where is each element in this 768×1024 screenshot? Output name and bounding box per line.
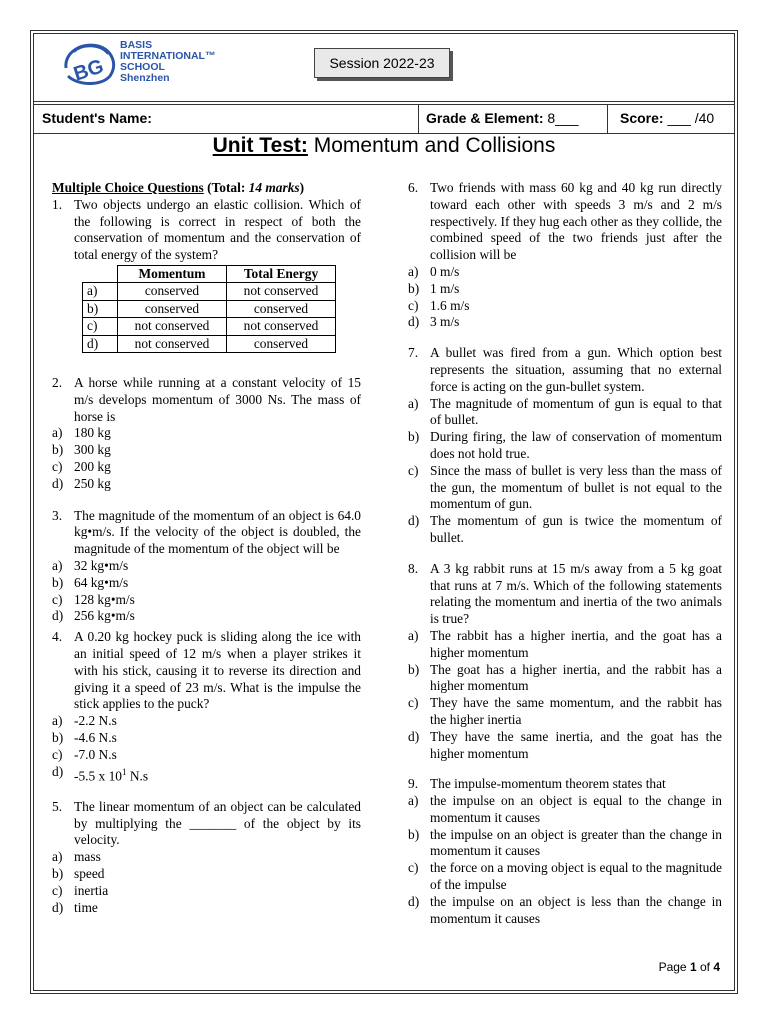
answer-option[interactable]: a) The rabbit has a higher inertia, and the goat has a higher momentum: [408, 627, 722, 660]
answer-option[interactable]: b) speed: [52, 866, 105, 881]
answer-option[interactable]: a) -2.2 N.s: [52, 713, 117, 729]
answer-option[interactable]: d) -5.5 x $10^1$ N.s: [52, 763, 149, 784]
header-divider: [607, 104, 608, 133]
question-number: 2.: [52, 375, 63, 391]
answer-option[interactable]: c) They have the same momentum, and the rabbit has the higher inertia: [408, 695, 722, 727]
answer-option[interactable]: a) mass: [52, 849, 101, 865]
header-rule: [33, 104, 735, 105]
answer-option[interactable]: d) They have the same inertia, and the goat has the higher momentum: [408, 728, 722, 761]
question-text: The magnitude of the momentum of an object is 64.0 kg•m/s. If the velocity of the object is doubled, the magnitude of the momentum of the object will be: [74, 507, 361, 557]
header-rule: [33, 101, 735, 102]
table-header: Momentum: [118, 265, 227, 282]
question-text: A bullet was fired from a gun. Which option best represents the situation, assuming that no external force is acting on the gun-bullet system.: [430, 345, 722, 394]
answer-option[interactable]: a) 0 m/s: [408, 263, 460, 279]
answer-option[interactable]: c) inertia: [52, 882, 109, 898]
page-title: [0, 134, 768, 158]
header-divider: [418, 104, 419, 133]
question-number: 1.: [52, 196, 63, 212]
student-name-field[interactable]: [42, 110, 152, 126]
answer-option[interactable]: d) 3 m/s: [408, 314, 460, 330]
left-column: [52, 180, 361, 916]
answer-option[interactable]: a) 32 kg•m/s: [52, 557, 129, 573]
answer-option[interactable]: b) 1 m/s: [408, 280, 460, 296]
answer-option[interactable]: b) 64 kg•m/s: [52, 574, 129, 590]
answer-option[interactable]: c) 200 kg: [52, 459, 111, 474]
score-field[interactable]: [620, 110, 714, 126]
question-number: 8.: [408, 560, 419, 576]
school-name-line: Shenzhen: [120, 72, 170, 84]
answer-option[interactable]: c) 1.6 m/s: [408, 297, 470, 313]
question-text: A horse while running at a constant velocity of 15 m/s develops momentum of 3000 Ns. The mass of horse is: [74, 375, 361, 424]
question-number: 7.: [408, 345, 419, 361]
question-9: [408, 776, 722, 793]
question-text: The impulse-momentum theorem states that: [430, 776, 666, 792]
answer-option[interactable]: b) the impulse on an object is greater than the change in momentum it causes: [408, 826, 722, 859]
school-name-line: SCHOOL: [120, 61, 165, 73]
question-number: 3.: [52, 507, 63, 523]
question-text: The linear momentum of an object can be calculated by multiplying the _______ of the object by its velocity.: [74, 798, 361, 848]
question-2: [52, 375, 361, 425]
table-row[interactable]: d) not conserved conserved: [83, 335, 336, 352]
answer-option[interactable]: b) During firing, the law of conservation of momentum does not hold true.: [408, 429, 722, 461]
answer-option[interactable]: c) 128 kg•m/s: [52, 591, 135, 607]
question-number: 5.: [52, 798, 63, 814]
question-text: A 0.20 kg hockey puck is sliding along the ice with an initial speed of 12 m/s when a player strikes it with his stick, causing it to reverse its direction and giving it a speed of 23 m/s. What is the impulse the stick applies to the puck?: [74, 629, 361, 712]
table-row[interactable]: a) conserved not conserved: [83, 283, 336, 300]
section-heading: Multiple Choice Questions (Total: 14 marks): [52, 180, 305, 195]
answer-option[interactable]: a) the impulse on an object is equal to the change in momentum it causes: [408, 793, 722, 825]
answer-option[interactable]: c) the force on a moving object is equal to the magnitude of the impulse: [408, 860, 722, 893]
question-number: 9.: [408, 776, 419, 792]
grade-label: Grade & Element:: [426, 110, 544, 126]
answer-option[interactable]: b) -4.6 N.s: [52, 729, 117, 745]
school-name-line: INTERNATIONAL™: [120, 50, 216, 62]
question-4: [52, 629, 361, 713]
answer-option[interactable]: d) the impulse on an object is less than the change in momentum it causes: [408, 893, 722, 926]
table-row[interactable]: b) conserved conserved: [83, 300, 336, 317]
answer-option[interactable]: c) -7.0 N.s: [52, 746, 117, 762]
school-name-line: BASIS: [120, 39, 153, 51]
answer-option[interactable]: b) 300 kg: [52, 442, 111, 458]
title-rest: Momentum and Collisions: [307, 134, 556, 157]
student-name-label: Student's Name:: [42, 110, 152, 126]
answer-option[interactable]: a) 180 kg: [52, 425, 111, 441]
answer-option[interactable]: d) 250 kg: [52, 475, 111, 491]
right-column: [408, 180, 722, 927]
question-7: [408, 345, 722, 395]
answer-option[interactable]: c) Since the mass of bullet is very less than the mass of the gun, the momentum of bullet is not equal to the momentum of gun.: [408, 462, 722, 512]
answer-option[interactable]: d) 256 kg•m/s: [52, 608, 135, 624]
question-1: [52, 197, 361, 264]
school-name: [120, 40, 215, 84]
question-5: [52, 799, 361, 849]
grade-value: 8___: [543, 110, 579, 126]
question-number: 6.: [408, 180, 419, 195]
score-value: ___ /40: [663, 110, 715, 126]
page-number: Page 1 of 4: [658, 960, 720, 974]
table-corner: [83, 265, 118, 282]
q1-answer-table: [82, 265, 336, 353]
question-text: A 3 kg rabbit runs at 15 m/s away from a 5 kg goat that runs at 7 m/s. Which of the following statements relating the momentum and inertia of the two animals is true?: [430, 560, 722, 627]
question-6: [408, 180, 722, 264]
question-text: Two friends with mass 60 kg and 40 kg run directly toward each other with speeds 3 m/s and 2 m/s respectively. If they hug each other as they collide, the combined speed of the two friends just after the collision will be: [430, 180, 722, 263]
question-number: 4.: [52, 629, 63, 645]
table-header: Total Energy: [227, 265, 336, 282]
answer-option[interactable]: d) time: [52, 899, 98, 915]
grade-field[interactable]: [426, 110, 579, 126]
question-3: [52, 508, 361, 558]
answer-option[interactable]: d) The momentum of gun is twice the momentum of bullet.: [408, 513, 722, 545]
question-8: [408, 561, 722, 628]
logo-mark: BG: [71, 55, 107, 86]
session-badge: Session 2022-23: [314, 48, 450, 78]
score-label: Score:: [620, 110, 664, 126]
title-bold: Unit Test:: [212, 134, 308, 157]
question-text: Two objects undergo an elastic collision. Which of the following is correct in respect of both the conservation of momentum and the conservation of total energy of the system?: [74, 196, 361, 263]
table-row[interactable]: c) not conserved not conserved: [83, 318, 336, 335]
answer-option[interactable]: a) The magnitude of momentum of gun is equal to that of bullet.: [408, 395, 722, 428]
answer-option[interactable]: b) The goat has a higher inertia, and the rabbit has a higher momentum: [408, 661, 722, 694]
